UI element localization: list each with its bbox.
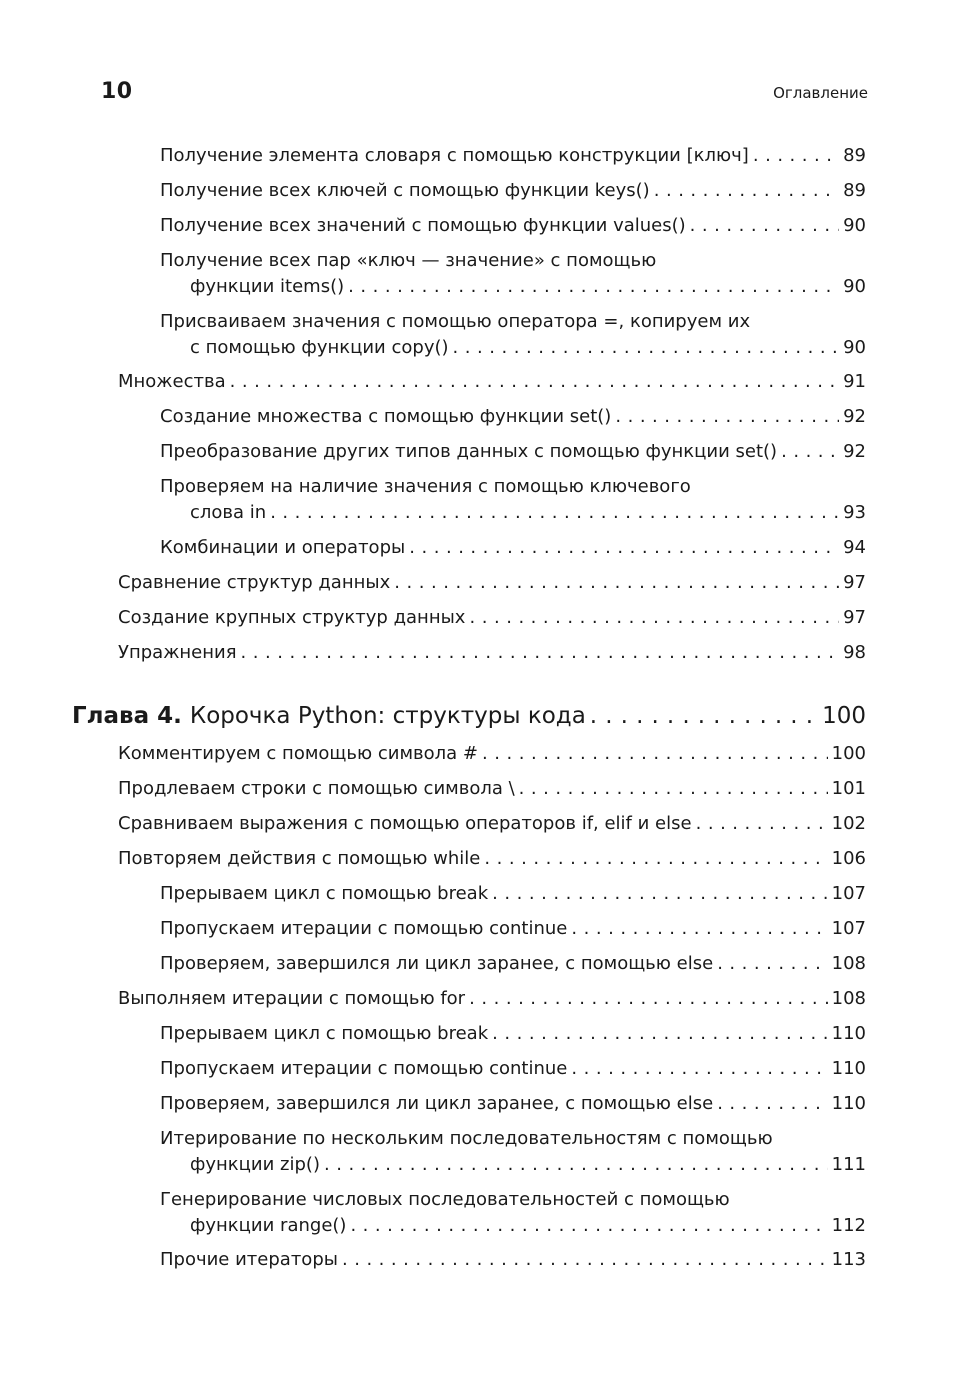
entry-title: Получение всех значений с помощью функции values(): [160, 215, 686, 236]
toc-entry[interactable]: [160, 248, 866, 300]
page-ref: 110: [831, 1023, 866, 1044]
dot-leader: [492, 881, 828, 907]
page-ref: 101: [831, 778, 866, 799]
page-ref: 89: [843, 180, 866, 201]
page-ref: 97: [843, 572, 866, 593]
dot-leader: [781, 439, 839, 465]
entry-title: с помощью функции copy(): [190, 337, 449, 358]
toc-entry[interactable]: [160, 178, 866, 204]
page-ref: 98: [843, 642, 866, 663]
entry-title: Множества: [118, 371, 226, 392]
dot-leader: [492, 1021, 828, 1047]
entry-title: Комбинации и операторы: [160, 537, 406, 558]
entry-title: Создание множества с помощью функции set(): [160, 406, 612, 427]
page-ref: 94: [843, 537, 866, 558]
dot-leader: [469, 986, 828, 1012]
page-ref: 100: [822, 703, 866, 729]
entry-title: Пропускаем итерации с помощью continue: [160, 1058, 568, 1079]
dot-leader: [482, 741, 828, 767]
toc-entry[interactable]: [160, 439, 866, 465]
dot-leader: [350, 1213, 827, 1239]
page-ref: 89: [843, 145, 866, 166]
entry-title: Выполняем итерации с помощью for: [118, 988, 466, 1009]
toc-entry[interactable]: [118, 369, 866, 395]
entry-title: Пропускаем итерации с помощью continue: [160, 918, 568, 939]
page-ref: 108: [831, 988, 866, 1009]
dot-leader: [484, 846, 827, 872]
toc-entry[interactable]: [118, 986, 866, 1012]
entry-title-line1: Итерирование по нескольким последовательностям с помощью: [160, 1128, 773, 1149]
toc-entry[interactable]: [160, 1126, 866, 1178]
entry-title: Упражнения: [118, 642, 237, 663]
dot-leader: [270, 500, 839, 526]
dot-leader: [241, 640, 840, 666]
toc-entry[interactable]: [118, 811, 866, 837]
entry-title: Прочие итераторы: [160, 1249, 338, 1270]
page-ref: 113: [831, 1249, 866, 1270]
entry-title: Прерываем цикл с помощью break: [160, 1023, 489, 1044]
page-ref: 91: [843, 371, 866, 392]
page-ref: 102: [831, 813, 866, 834]
entry-title-line1: Проверяем на наличие значения с помощью ключевого: [160, 476, 691, 497]
page-ref: 107: [831, 918, 866, 939]
toc-entry[interactable]: [160, 1056, 866, 1082]
toc-entry[interactable]: [160, 1247, 866, 1273]
entry-title: Проверяем, завершился ли цикл заранее, с помощью else: [160, 953, 714, 974]
toc-entry[interactable]: [118, 605, 866, 631]
entry-title: функции range(): [190, 1215, 347, 1236]
entry-title-line1: Присваиваем значения с помощью оператора =, копируем их: [160, 311, 751, 332]
entry-title: Создание крупных структур данных: [118, 607, 466, 628]
toc-entry[interactable]: [160, 474, 866, 526]
entry-title: Комментируем с помощью символа #: [118, 743, 478, 764]
dot-leader: [717, 1091, 827, 1117]
dot-leader: [717, 951, 827, 977]
page-ref: 97: [843, 607, 866, 628]
entry-title-line1: Получение всех пар «ключ — значение» с помощью: [160, 250, 657, 271]
dot-leader: [753, 143, 839, 169]
dot-leader: [571, 1056, 827, 1082]
toc-entry[interactable]: [118, 776, 866, 802]
page-ref: 111: [831, 1154, 866, 1175]
entry-title: Повторяем действия с помощью while: [118, 848, 481, 869]
page-ref: 110: [831, 1093, 866, 1114]
dot-leader: [342, 1247, 828, 1273]
page-ref: 110: [831, 1058, 866, 1079]
entry-title: Получение элемента словаря с помощью конструкции [ключ]: [160, 145, 749, 166]
toc-entry[interactable]: [160, 213, 866, 239]
toc-entry[interactable]: [160, 1187, 866, 1239]
dot-leader: [696, 811, 828, 837]
toc-entry[interactable]: [118, 570, 866, 596]
chapter-title: Корочка Python: структуры кода: [189, 703, 586, 729]
toc-entry[interactable]: [160, 143, 866, 169]
entry-title: Продлеваем строки с помощью символа \: [118, 778, 515, 799]
entry-title: функции items(): [190, 276, 345, 297]
dot-leader: [519, 776, 828, 802]
dot-leader: [453, 335, 840, 361]
dot-leader: [615, 404, 839, 430]
page-ref: 100: [831, 743, 866, 764]
toc-entry[interactable]: [160, 309, 866, 361]
dot-leader: [571, 916, 827, 942]
page-ref: 106: [831, 848, 866, 869]
dot-leader: [324, 1152, 828, 1178]
page-number: 10: [101, 79, 133, 104]
entry-title: Получение всех ключей с помощью функции keys(): [160, 180, 650, 201]
running-title: Оглавление: [773, 84, 868, 102]
page-ref: 92: [843, 406, 866, 427]
toc-entry[interactable]: [160, 1091, 866, 1117]
chapter-label: Глава 4.: [72, 703, 182, 729]
toc-entry[interactable]: [118, 846, 866, 872]
toc-entry[interactable]: [160, 404, 866, 430]
chapter-entry[interactable]: [72, 701, 866, 731]
toc-entry[interactable]: [160, 1021, 866, 1047]
toc-entry[interactable]: [160, 881, 866, 907]
dot-leader: [230, 369, 839, 395]
dot-leader: [469, 605, 839, 631]
entry-title: функции zip(): [190, 1154, 320, 1175]
page-ref: 92: [843, 441, 866, 462]
page-ref: 90: [843, 276, 866, 297]
entry-title-line1: Генерирование числовых последовательностей с помощью: [160, 1189, 730, 1210]
page-ref: 112: [831, 1215, 866, 1236]
toc-entry[interactable]: [118, 741, 866, 767]
dot-leader: [590, 701, 818, 731]
dot-leader: [409, 535, 839, 561]
entry-title: Сравниваем выражения с помощью операторов if, elif и else: [118, 813, 692, 834]
dot-leader: [348, 274, 839, 300]
page-ref: 108: [831, 953, 866, 974]
entry-title: Прерываем цикл с помощью break: [160, 883, 489, 904]
dot-leader: [394, 570, 839, 596]
page-ref: 93: [843, 502, 866, 523]
dot-leader: [690, 213, 839, 239]
entry-title: Проверяем, завершился ли цикл заранее, с помощью else: [160, 1093, 714, 1114]
toc-entry[interactable]: [118, 640, 866, 666]
page-ref: 90: [843, 215, 866, 236]
page-ref: 90: [843, 337, 866, 358]
entry-title: Преобразование других типов данных с помощью функции set(): [160, 441, 778, 462]
toc-entry[interactable]: [160, 916, 866, 942]
toc-entry[interactable]: [160, 535, 866, 561]
toc-entry[interactable]: [160, 951, 866, 977]
dot-leader: [654, 178, 839, 204]
entry-title: слова in: [190, 502, 267, 523]
page-ref: 107: [831, 883, 866, 904]
entry-title: Сравнение структур данных: [118, 572, 391, 593]
